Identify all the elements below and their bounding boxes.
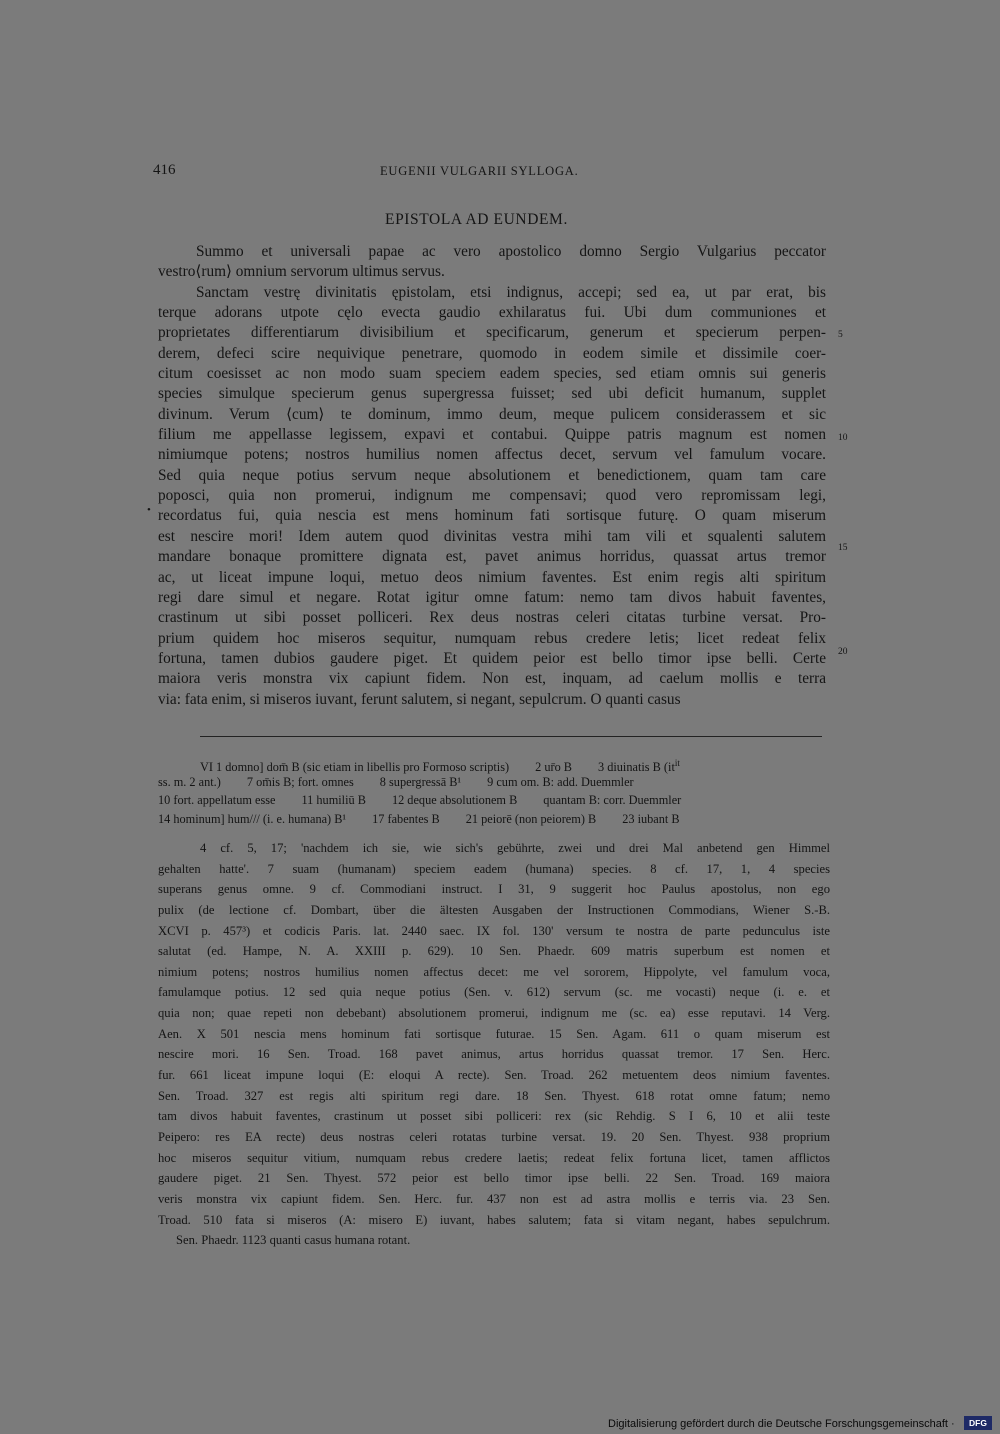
note-line: quia non; quae repeti non debebant) absolutionem promerui, indignum me (sc. ea) esse reputavi. 14 Verg. (158, 1006, 830, 1021)
margin-number: 20 (838, 647, 848, 657)
note-line: Troad. 510 fata si miseros (A: misero E) iuvant, habes salutem; fata si vitam negant, habes sepulchrum. (158, 1212, 830, 1227)
body-line: proprietates differentiarum divisibilium et specificarum, generum et specierum perpen- (158, 324, 826, 342)
apparatus-entry: 9 cum om. B: add. Duemmler (487, 774, 634, 789)
note-line: gaudere piget. 21 Sen. Thyest. 572 peior est bello timor ipse belli. 22 Sen. Troad. 169 maiora (158, 1171, 830, 1186)
body-line: derem, defeci scire nequivique penetrare, quomodo in eodem simile et dissimile coer- (158, 344, 826, 362)
apparatus-entry: quantam B: corr. Duemmler (543, 793, 682, 808)
apparatus-line (158, 754, 828, 773)
body-line: est nescire mori! Idem autem quod divinitas vestra mihi tam vili et squalenti salutem (158, 527, 826, 545)
source-notes (158, 838, 830, 1251)
apparatus-entry: VI 1 domno] dom̄ B (sic etiam in libellis pro Formoso scriptis) (200, 760, 510, 775)
note-line: XCVI p. 457³) et codicis Paris. lat. 2440 saec. IX fol. 130' versum te nostra de parte pedunculus iste (158, 923, 830, 938)
note-line: famulamque potius. 12 sed quia neque potius (Sen. v. 612) servum (sc. me vocasti) neque (i. e. et (158, 985, 830, 1000)
body-line: vestro⟨rum⟩ omnium servorum ultimus servus. (158, 263, 445, 281)
note-line: superans genus omne. 9 cf. Commodiani instruct. I 31, 9 suggerit hoc Paulus apostolus, non ego (158, 882, 830, 897)
note-line: salutat (ed. Hampe, N. A. XXIII p. 629). 10 Sen. Phaedr. 609 matris superbum est nomen et (158, 944, 830, 959)
separator-rule (200, 736, 822, 737)
body-line: crastinum ut sibi posset polliceri. Rex deus nostras celeri citatas turbine versat. Pro- (158, 609, 826, 627)
note-line: Sen. Troad. 327 est regis alti spiritum regi dare. 18 Sen. Thyest. 618 rotat omne fatum; nemo (158, 1088, 830, 1103)
note-line: nescire mori. 16 Sen. Troad. 168 pavet animus, artus horridus quassat tremor. 17 Sen. Herc. (158, 1047, 830, 1062)
body-line: maiora veris monstra vix capiunt fidem. Non est, inquam, ad caelum mollis e terra (158, 670, 826, 688)
body-line: divinum. Verum ⟨cum⟩ te dominum, immo deum, meque pulicem considerassem et sic (158, 405, 826, 423)
margin-number: 5 (838, 330, 843, 340)
letter-body (158, 242, 826, 710)
body-line: filium me appellasse legissem, expavi et contabui. Quippe patris magnum est nomen (158, 426, 826, 444)
apparatus-line (158, 810, 828, 829)
margin-number: 10 (838, 433, 848, 443)
body-line: mandare bonaque promittere dignata est, pavet animus horridus, quassat artus tremor (158, 548, 826, 566)
apparatus-entry: 17 fabentes B (372, 811, 440, 826)
apparatus-entry: 11 humiliū B (301, 793, 366, 808)
note-line: Peipero: res EA recte) deus nostras celeri rotatas turbine versat. 19. 20 Sen. Thyest. 938 proprium (158, 1129, 830, 1144)
body-line: terque adorans utpote cęlo evecta gaudio exhilaratus fui. Ubi dum communiones et (158, 304, 826, 322)
note-line: nimium potens; nostros humilius nomen affectus decet: me vel sororem, Hippolyte, vel famulum voca, (158, 964, 830, 979)
critical-apparatus (158, 754, 828, 828)
note-line: fur. 661 liceat impune loqui (E: eloqui A recte). Sen. Troad. 262 metuentem deos nimium faventes. (158, 1068, 830, 1083)
margin-bullet: • (147, 504, 151, 516)
body-line: fortuna, tamen dubios gaudere piget. Et quidem peior est bello timor ipse belli. Certe (158, 649, 826, 667)
dfg-logo: DFG (964, 1416, 992, 1430)
note-line: 4 cf. 5, 17; 'nachdem ich sie, wie sich's gebührte, zwei und drei Mal anbetend gen Himmel (200, 841, 830, 855)
letter-title: EPISTOLA AD EUNDEM. (385, 211, 568, 228)
body-line: species simulque specierum genus supergressa fuisset; sed ubi deficit humanum, supplet (158, 385, 826, 403)
running-head: EUGENII VULGARII SYLLOGA. (380, 164, 579, 178)
apparatus-entry: 14 hominum] hum/// (i. e. humana) B¹ (158, 811, 347, 826)
note-line: Sen. Phaedr. 1123 quanti casus humana rotant. (176, 1233, 411, 1248)
body-line: regi dare simul et negare. Rotat igitur omne fatum: nemo tam divos habuit faventes, (158, 588, 826, 606)
apparatus-entry: 23 iubant B (622, 811, 680, 826)
body-line: Sanctam vestrę divinitatis ępistolam, etsi indignus, accepi; sed ea, ut par erat, bis (196, 283, 826, 301)
apparatus-entry: ss. m. 2 ant.) (158, 774, 221, 789)
note-line: Aen. X 501 nescia mens hominum fati sortisque futurae. 15 Sen. Agam. 611 o quam miserum est (158, 1026, 830, 1041)
body-line: Sed quia neque potius servum neque absolutionem et benedictionem, quam tam care (158, 466, 826, 484)
body-line: ac, ut liceat impune loqui, metuo deos nimium faventes. Est enim regis alti spiritum (158, 568, 826, 586)
apparatus-entry: 3 diuinatis B (it (598, 760, 675, 775)
apparatus-entry: 2 ur̄o B (535, 760, 572, 775)
digitization-credit: Digitalisierung gefördert durch die Deutsche Forschungsgemeinschaft · (608, 1418, 955, 1430)
body-line: citum coesisset ac non modo suam speciem eadem species, sed etiam omnis sui generis (158, 365, 826, 383)
note-line: hoc miseros sequitur vitium, numquam rebus credere laetis; redeat felix fortuna licet, tamen afflictos (158, 1150, 830, 1165)
apparatus-entry: 8 supergressā B¹ (379, 774, 462, 789)
body-line: nimiumque potens; nostros humilius nomen affectus decet, servum vel famulum vocare. (158, 446, 826, 464)
page-number: 416 (153, 162, 176, 178)
apparatus-entry: 10 fort. appellatum esse (158, 793, 276, 808)
note-line: tam divos habuit faventes, crastinum ut posset sibi polliceri: rex (sic Rehdig. S I 6, 10 et alii teste (158, 1109, 830, 1124)
body-line: via: fata enim, si miseros iuvant, ferunt salutem, si negant, sepulcrum. O quanti casus (158, 690, 681, 708)
apparatus-line (158, 773, 828, 792)
body-line: Summo et universali papae ac vero apostolico domno Sergio Vulgarius peccator (196, 243, 826, 260)
apparatus-line (158, 791, 828, 810)
body-line: poposci, quia non promerui, indignum me compensavi; quod vero repromissam legi, (158, 487, 826, 505)
body-line: recordatus fui, quia nescia est mens hominum fati sortisque futurę. O quam miserum (158, 507, 826, 525)
margin-number: 15 (838, 543, 848, 553)
apparatus-superscript: it (674, 758, 680, 768)
body-line: prium quidem hoc miseros sequitur, numquam rebus credere letis; licet redeat felix (158, 629, 826, 647)
apparatus-entry: 12 deque absolutionem B (391, 793, 518, 808)
note-line: gehalten hatte'. 7 suam (humanam) speciem eadem (humana) species. 8 cf. 17, 1, 4 species (158, 861, 830, 876)
note-line: veris monstra vix capiunt fidem. Sen. Herc. fur. 437 non est ad astra mollis e terris via. 23 Sen. (158, 1191, 830, 1206)
apparatus-entry: 7 om̄is B; fort. omnes (246, 774, 354, 789)
note-line: pulix (de lectione cf. Dombart, über die ältesten Ausgaben der Instructionen Commodians, Wiener S.-B. (158, 902, 830, 917)
apparatus-entry: 21 peiorē (non peiorem) B (465, 811, 597, 826)
